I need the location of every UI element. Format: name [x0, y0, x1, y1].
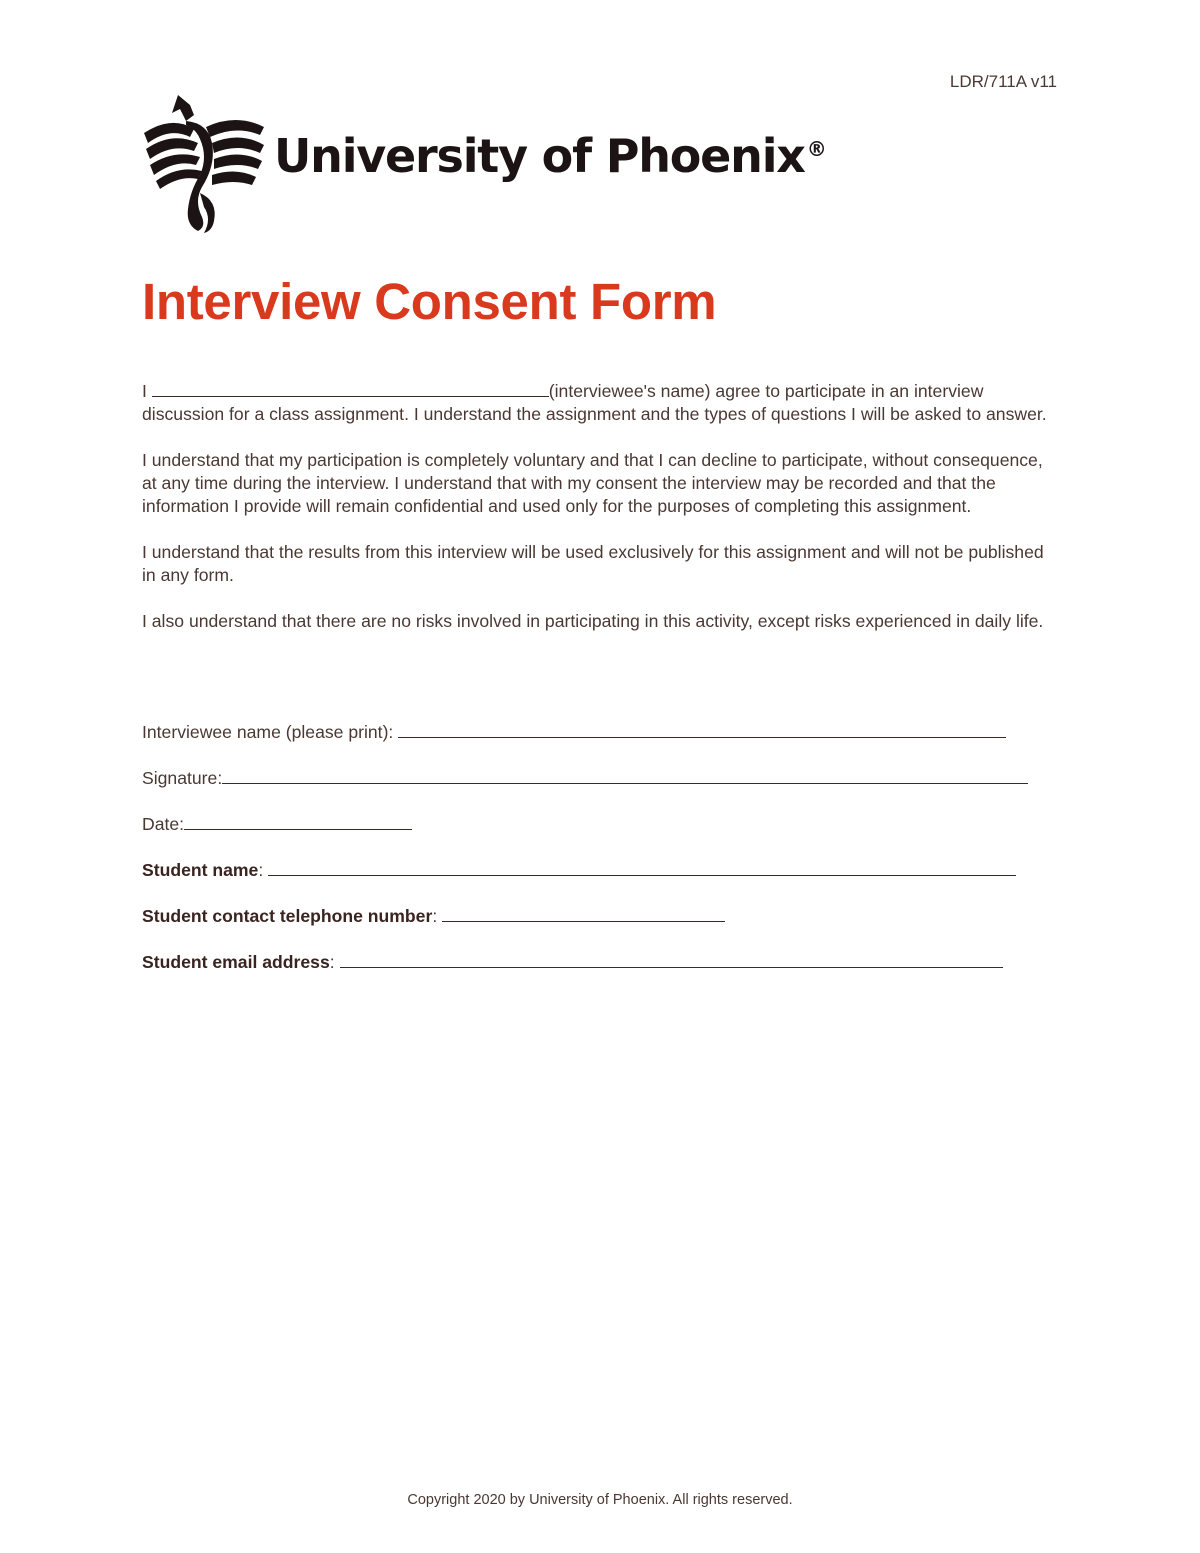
- phoenix-bird-icon: [142, 93, 267, 233]
- university-logo: [142, 93, 826, 233]
- paragraph-1-text: (interviewee's name) agree to participate in an interview discussion for a class assignment. I understand the assignment and the types of questions I will be asked to answer.: [142, 381, 1047, 424]
- signature-label: Signature:: [142, 768, 223, 788]
- student-name-label: Student name: [142, 860, 259, 880]
- registered-mark: ®: [806, 137, 826, 161]
- student-name-row: [142, 857, 1016, 882]
- student-name-field[interactable]: [268, 857, 1016, 876]
- student-email-field[interactable]: [340, 949, 1003, 968]
- interviewee-name-field[interactable]: [398, 719, 1006, 738]
- student-email-row: [142, 949, 1003, 974]
- logo-wordmark: [274, 129, 826, 183]
- student-name-colon: :: [258, 860, 264, 880]
- logo-text: University of Phoenix: [274, 129, 805, 183]
- document-code: LDR/711A v11: [949, 72, 1057, 91]
- student-email-colon: :: [329, 952, 335, 972]
- date-row: [142, 811, 412, 836]
- interviewee-name-blank[interactable]: [152, 378, 549, 397]
- student-email-label: Student email address: [142, 952, 330, 972]
- signature-row: [142, 765, 1028, 790]
- consent-paragraph-4: I also understand that there are no risks involved in participating in this activity, except risks experienced in daily life.: [142, 611, 1044, 631]
- copyright-footer: Copyright 2020 by University of Phoenix. All rights reserved.: [407, 1492, 793, 1508]
- student-phone-field[interactable]: [442, 903, 725, 922]
- consent-body: [142, 378, 1062, 656]
- interviewee-name-label: Interviewee name (please print):: [142, 722, 394, 742]
- student-phone-label: Student contact telephone number: [142, 906, 433, 926]
- date-label: Date:: [142, 814, 185, 834]
- interviewee-name-row: [142, 719, 1006, 744]
- consent-paragraph-3: I understand that the results from this interview will be used exclusively for this assignment and will not be published in any form.: [142, 542, 1044, 585]
- consent-paragraph-2: I understand that my participation is completely voluntary and that I can decline to participate, without consequence, at any time during the interview. I understand that with my consent the interview may be recorded and that the information I provide will remain confidential and used only for the purposes of completing this assignment.: [142, 450, 1043, 516]
- paragraph-1-prefix: I: [142, 381, 147, 401]
- date-field[interactable]: [184, 811, 412, 830]
- form-title: Interview Consent Form: [142, 273, 717, 330]
- signature-field[interactable]: [222, 765, 1028, 784]
- student-phone-row: [142, 903, 725, 928]
- consent-paragraph-1: [142, 378, 1062, 426]
- student-phone-colon: :: [432, 906, 438, 926]
